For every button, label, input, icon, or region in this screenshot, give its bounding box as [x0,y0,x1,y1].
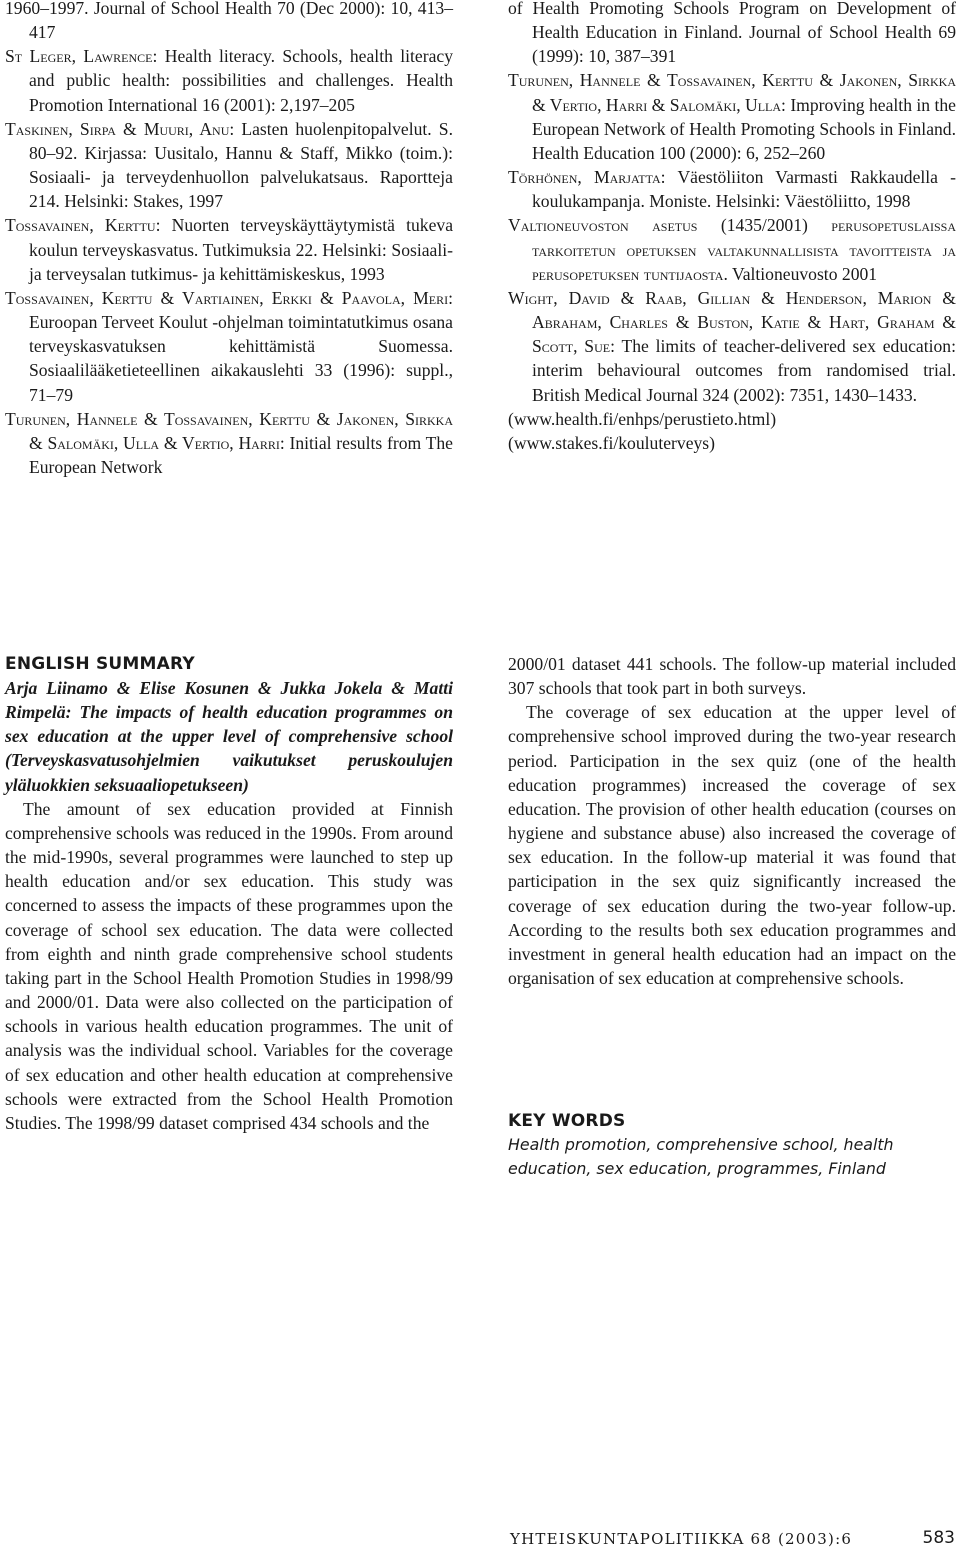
reference-entry: Törhönen, Marjatta: Väestöliiton Varmasti Rakkaudella -koulukampanja. Moniste. Helsinki: Väestöliitto, 1998 [508,167,957,212]
references-left-column [5,0,453,479]
summary-paragraph: The amount of sex education provided at Finnish comprehensive schools was reduced in the 1990s. From around the mid-1990s, several programmes were launched to step up health education and/or sex education. This study was concerned to assess the impacts of these programmes upon the coverage of school sex education. The data were collected from eighth and ninth grade comprehensive school students taking part in the School Health Promotion Studies in 1998/99 and 2000/01. Data were also collected on the participation of schools in various health education programmes. The unit of analysis was the individual school. Variables for the coverage of sex education and other health education at comprehensive schools were extracted from the School Health Promotion Studies. The 1998/99 dataset comprised 434 schools and the [5,798,453,1133]
reference-entry: Turunen, Hannele & Tossavainen, Kerttu & Jakonen, Sirkka & Vertio, Harri & Salomäki, Ulla: Improving health in the European Network of Health Promoting Schools in Finland. Health Education 100 (2000): 6, 252–260 [508,70,956,163]
reference-entry: Taskinen, Sirpa & Muuri, Anu: Lasten huolenpitopalvelut. S. 80–92. Kirjassa: Uusitalo, Hannu & Staff, Mikko (toim.): Sosiaali- ja terveydenhuollon palvelukatsaus. Raportteja 214. Helsinki: Stakes, 1997 [5,118,453,212]
reference-entry: Wight, David & Raab, Gillian & Henderson, Marion & Abraham, Charles & Buston, Katie & Hart, Graham & Scott, Sue: The limits of teacher-delivered sex education: interim behavioural outcomes from randomised trial. British Medical Journal 324 (2002): 7351, 1430–1433. [508,287,956,405]
summary-heading: ENGLISH SUMMARY [5,654,195,674]
reference-entry: Tossavainen, Kerttu & Vartiainen, Erkki & Paavola, Meri: Euroopan Terveet Koulut -ohjelman toimintatutkimus osana terveyskasvatuksen kehittämistä Suomessa. Sosiaalilääketieteellinen aikakauslehti 33 (1996): suppl., 71–79 [5,287,453,405]
english-summary [5,652,453,1135]
keywords-text: Health promotion, comprehensive school, health education, sex education, programmes, Finland [508,1135,894,1178]
english-summary-continued [508,652,956,990]
reference-entry: of Health Promoting Schools Program on Development of Health Education in Finland. Journal of School Health 69 (1999): 10, 387–391 [508,0,956,67]
reference-url: (www.stakes.fi/kouluterveys) [508,432,716,453]
reference-entry: St Leger, Lawrence: Health literacy. Schools, health literacy and public health: possibilities and challenges. Health Promotion International 16 (2001): 2,197–205 [5,46,454,115]
keywords-heading: KEY WORDS [508,1111,626,1131]
summary-paragraph: The coverage of sex education at the upper level of comprehensive school improved during the two-year research period. Participation in the sex quiz (one of the health education programmes) increased the coverage of sex education. The provision of other health education (courses on hygiene and substance abuse) also increased the coverage of sex education. In the follow-up material it was found that participation in the sex quiz significantly increased the coverage of sex education during the two-year follow-up. According to the results both sex education programmes and investment in general health education had an impact on the organisation of sex education at comprehensive schools. [508,702,956,989]
page-number: 583 [922,1528,955,1548]
page-footer [510,1530,955,1548]
references-right-column [508,0,956,455]
summary-article-title: Arja Liinamo & Elise Kosunen & Jukka Jokela & Matti Rimpelä: The impacts of health education programmes on sex education at the upper level of comprehensive school (Terveyskasvatusohjelmien vaikutukset peruskoulujen yläluokkien seksuaaliopetukseen) [5,678,453,795]
reference-entry: 1960–1997. Journal of School Health 70 (Dec 2000): 10, 413–417 [5,0,453,43]
keywords-section [508,1109,956,1181]
journal-name: YHTEISKUNTAPOLITIIKKA 68 (2003):6 [510,1530,853,1548]
summary-paragraph-continued: 2000/01 dataset 441 schools. The follow-up material included 307 schools that took part in both surveys. [508,654,956,699]
reference-entry: Turunen, Hannele & Tossavainen, Kerttu & Jakonen, Sirkka & Salomäki, Ulla & Vertio, Harri: Initial results from The European Network [5,408,453,477]
reference-url: (www.health.fi/enhps/perustieto.html) [508,408,777,429]
reference-entry: Tossavainen, Kerttu: Nuorten terveyskäyttäytymistä tukeva koulun terveyskasvatus. Tutkimuksia 22. Helsinki: Sosiaali- ja terveysalan tutkimus- ja kehittämiskeskus, 1993 [5,215,454,284]
reference-entry: Valtioneuvoston asetus (1435/2001) perusopetuslaissa tarkoitetun opetuksen valtakunnallisista tavoitteista ja perusopetuksen tuntijaosta. Valtioneuvosto 2001 [508,215,956,284]
